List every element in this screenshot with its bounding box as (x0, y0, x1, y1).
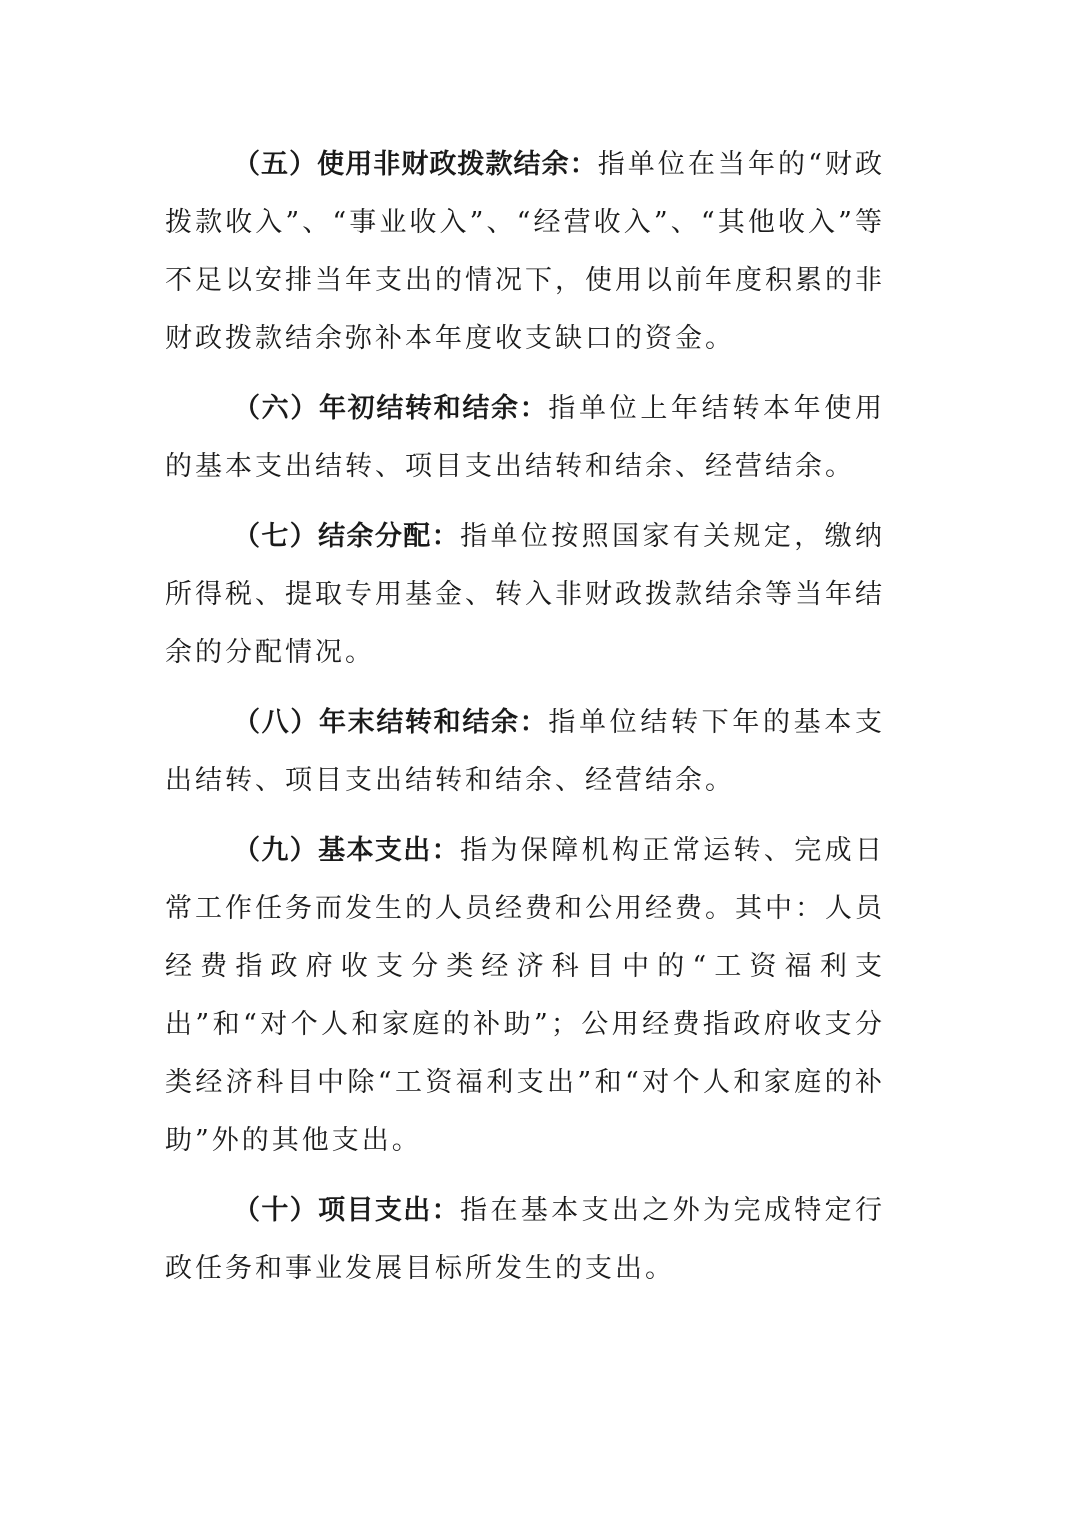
term-heading: （九）基本支出： (233, 835, 461, 866)
paragraph-project-expenditure (165, 1182, 885, 1298)
paragraph-opening-carryover (165, 380, 885, 496)
term-definition: 指单位按照国家有关规定，缴纳所得税、提取专用基金、转入非财政拨款结余等当年结余的分配情况。 (165, 521, 886, 668)
paragraph-surplus-distribution (165, 508, 885, 682)
term-definition: 指为保障机构正常运转、完成日常工作任务而发生的人员经费和公用经费。其中：人员经费指政府收支分类经济科目中的“工资福利支出”和“对个人和家庭的补助”；公用经费指政府收支分类经济科目中除“工资福利支出”和“对个人和家庭的补助”外的其他支出。 (165, 835, 886, 1156)
paragraph-use-non-fiscal-surplus (165, 136, 885, 368)
term-heading: （十）项目支出： (233, 1195, 461, 1226)
paragraph-basic-expenditure (165, 822, 885, 1170)
term-definition: 指单位在当年的“财政拨款收入”、“事业收入”、“经营收入”、“其他收入”等不足以安排当年支出的情况下，使用以前年度积累的非财政拨款结余弥补本年度收支缺口的资金。 (165, 149, 885, 354)
term-definition: 指单位结转下年的基本支出结转、项目支出结转和结余、经营结余。 (165, 707, 886, 796)
term-heading: （七）结余分配： (233, 521, 461, 552)
term-definition: 指单位上年结转本年使用的基本支出结转、项目支出结转和结余、经营结余。 (165, 393, 886, 482)
term-heading: （六）年初结转和结余： (233, 393, 549, 424)
document-body (165, 136, 885, 1310)
term-definition: 指在基本支出之外为完成特定行政任务和事业发展目标所发生的支出。 (165, 1195, 886, 1284)
term-heading: （五）使用非财政拨款结余： (233, 149, 598, 180)
term-heading: （八）年末结转和结余： (233, 707, 549, 738)
paragraph-closing-carryover (165, 694, 885, 810)
